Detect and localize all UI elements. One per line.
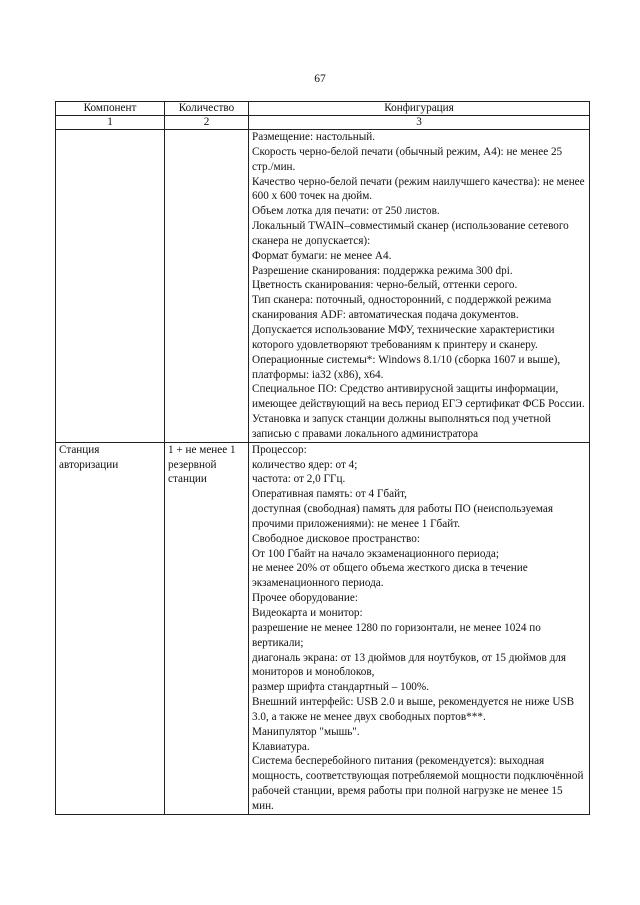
config-line: размер шрифта стандартный – 100%. — [252, 681, 430, 694]
config-line: количество ядер: от 4; — [252, 458, 358, 471]
config-line: Система бесперебойного питания (рекомендуется): выходная мощность, соответствующая потребляемой мощности подключённой рабочей станции, время работы при полной нагрузке не менее 15 мин. — [252, 755, 584, 812]
config-line: Качество черно-белой печати (режим наилучшего качества): не менее 600 х 600 точек на дюйм. — [252, 175, 585, 203]
column-header-component: Компонент — [56, 102, 165, 116]
config-line: не менее 20% от общего объема жесткого диска в течение экзаменационного периода. — [252, 562, 528, 590]
config-line: частота: от 2,0 ГГц. — [252, 473, 346, 486]
config-line: Установка и запуск станции должны выполняться под учетной записью с правами локального администратора — [252, 413, 551, 440]
config-line: Клавиатура. — [252, 740, 310, 753]
table-header-numbers-row — [56, 116, 590, 130]
config-line: диагональ экрана: от 13 дюймов для ноутбуков, от 15 дюймов для мониторов и моноблоков, — [252, 651, 567, 679]
config-line: Цветность сканирования: черно-белый, оттенки серого. — [252, 279, 518, 292]
table-row-authorization-station — [56, 442, 590, 814]
config-line: Локальный TWAIN–совместимый сканер (использование сетевого сканера не допускается): — [252, 220, 569, 247]
page-number: 67 — [314, 73, 326, 85]
config-line: Скорость черно-белой печати (обычный режим, А4): не менее 25 стр./мин. — [252, 145, 563, 173]
config-line: От 100 Гбайт на начало экзаменационного периода; — [252, 547, 499, 560]
component-cell — [56, 130, 165, 443]
config-line: Процессор: — [252, 443, 307, 456]
config-line: разрешение не менее 1280 по горизонтали, не менее 1024 по вертикали; — [252, 621, 541, 649]
config-line: Свободное дисковое пространство: — [252, 532, 420, 545]
table-row-printer-scanner — [56, 130, 590, 443]
quantity-cell — [165, 130, 249, 443]
column-number-2: 2 — [165, 116, 249, 130]
configuration-cell — [249, 130, 590, 443]
table-header-row — [56, 102, 590, 116]
config-line: Оперативная память: от 4 Гбайт, — [252, 488, 407, 501]
config-line: доступная (свободная) память для работы ПО (неиспользуемая прочими приложениями): не менее 1 Гбайт. — [252, 503, 554, 530]
config-line: Внешний интерфейс: USB 2.0 и выше, рекомендуется не ниже USB 3.0, а также не менее двух свободных портов***. — [252, 696, 575, 723]
quantity-cell: 1 + не менее 1 резервной станции — [165, 442, 249, 814]
config-line: Объем лотка для печати: от 250 листов. — [252, 205, 440, 218]
config-line: Допускается использование МФУ, технические характеристики которого удовлетворяют требованиям к принтеру и сканеру. — [252, 323, 555, 351]
specification-table — [55, 101, 590, 815]
config-line: Специальное ПО: Средство антивирусной защиты информации, имеющее действующий на весь период ЕГЭ сертификат ФСБ России. — [252, 383, 585, 411]
config-line: Манипулятор "мышь". — [252, 725, 360, 738]
config-line: Размещение: настольный. — [252, 131, 375, 143]
config-line: Тип сканера: поточный, односторонний, с поддержкой режима сканирования ADF: автоматическая подача документов. — [252, 294, 552, 322]
configuration-cell — [249, 442, 590, 814]
config-line: Разрешение сканирования: поддержка режима 300 dpi. — [252, 264, 513, 277]
config-line: Видеокарта и монитор: — [252, 607, 363, 619]
column-number-3: 3 — [249, 116, 590, 130]
config-line: Формат бумаги: не менее А4. — [252, 249, 392, 262]
config-line: Операционные системы*: Windows 8.1/10 (сборка 1607 и выше), платформы: ia32 (x86), x64. — [252, 353, 561, 381]
config-line: Прочее оборудование: — [252, 592, 358, 605]
column-header-configuration: Конфигурация — [249, 102, 590, 116]
column-header-quantity: Количество — [165, 102, 249, 116]
column-number-1: 1 — [56, 116, 165, 130]
component-cell: Станция авторизации — [56, 442, 165, 814]
